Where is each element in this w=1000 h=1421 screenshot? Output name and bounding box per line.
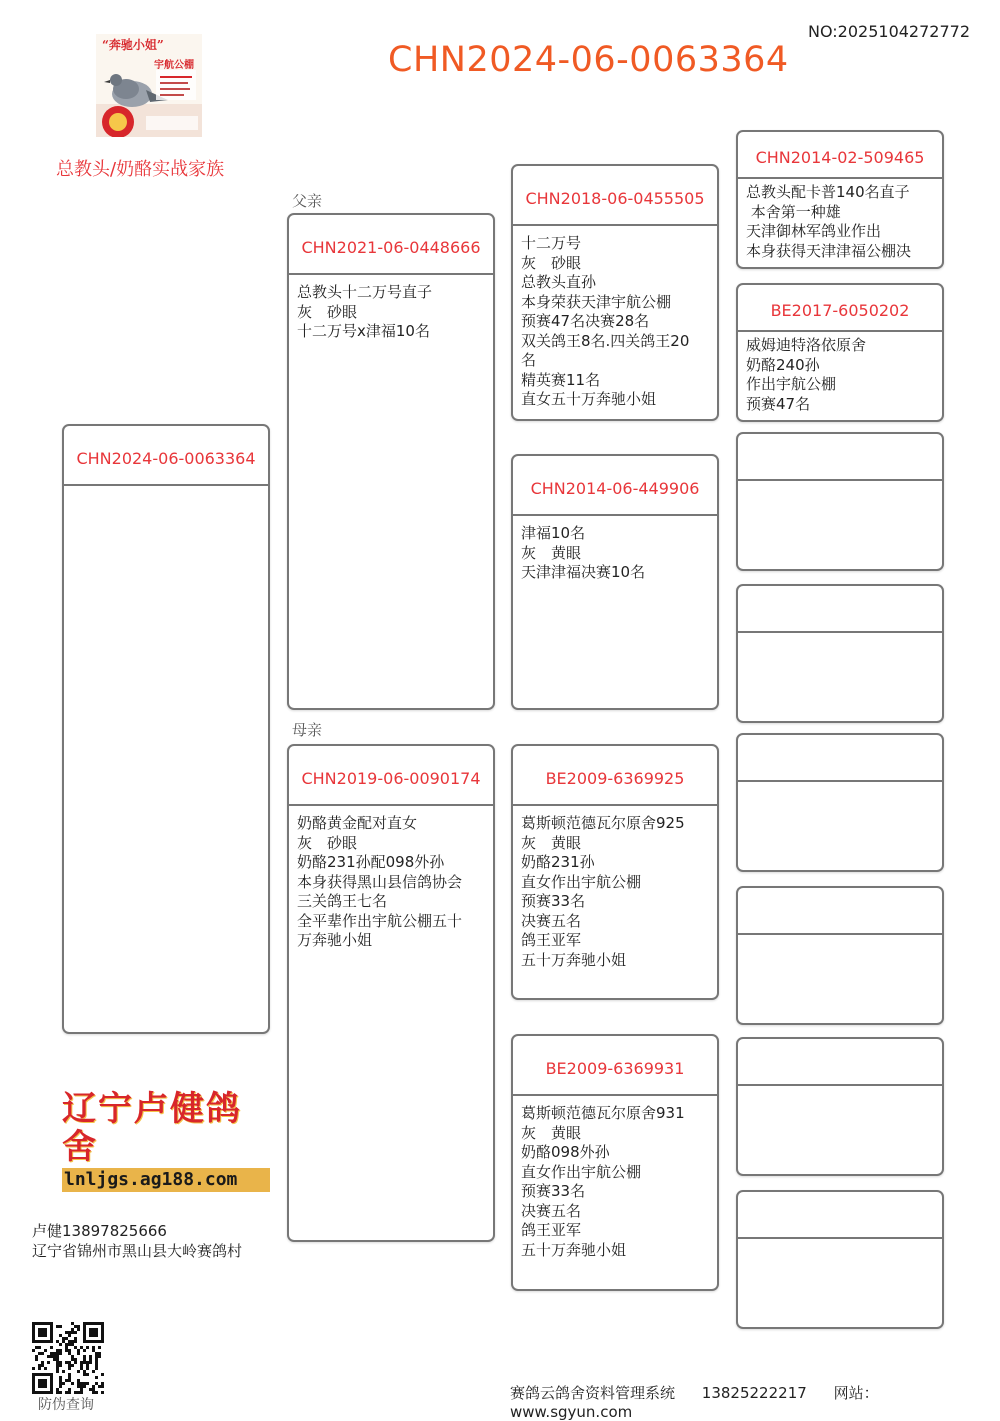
loft-logo — [62, 1089, 270, 1190]
sire-sire-notes — [513, 226, 717, 410]
dam-sire-note-line: 预赛33名 — [521, 892, 586, 910]
footer-system: 赛鸽云鸽舍资料管理系统 — [510, 1384, 676, 1402]
ggp-card-8 — [736, 1190, 944, 1329]
ggp-ring-4 — [738, 586, 942, 633]
ggp-card-1 — [736, 130, 944, 269]
dam-dam-note-line: 预赛33名 — [521, 1182, 586, 1200]
sire-sire-note-line: 双关鸽王8名.四关鸽王20 — [521, 331, 690, 350]
contact-info — [32, 1222, 242, 1261]
sire-sire-note-line: 十二万号 — [521, 234, 582, 252]
ggp-ring-8 — [738, 1192, 942, 1239]
dam-sire-note-line: 五十万奔驰小姐 — [521, 950, 627, 969]
dam-dam-note-line: 鸽王亚军 — [521, 1221, 582, 1239]
ggp-ring-3 — [738, 434, 942, 481]
dam-sire-note-line: 决赛五名 — [521, 911, 582, 930]
ggp-ring-7 — [738, 1039, 942, 1086]
cover-caption: “奔驰小姐” — [102, 38, 164, 52]
ggp-card-3 — [736, 432, 944, 571]
contact-address: 辽宁省锦州市黑山县大岭赛鸽村 — [32, 1241, 243, 1260]
qr-code-graphic — [32, 1322, 104, 1394]
document-number: NO:2025104272772 — [808, 22, 971, 41]
footer-phone: 13825222217 — [701, 1384, 807, 1402]
dam-note-line: 奶酪231孙配098外孙 — [297, 853, 445, 871]
ggp-ring-1: CHN2014-02-509465 — [738, 132, 942, 179]
dam-sire-note-line: 奶酪231孙 — [521, 853, 595, 871]
sire-sire-ring: CHN2018-06-0455505 — [513, 166, 717, 226]
cover-image — [96, 34, 202, 137]
ggp-card-5 — [736, 733, 944, 872]
sire-sire-note-line: 直女五十万奔驰小姐 — [521, 390, 657, 408]
sire-dam-card — [511, 454, 719, 710]
ggp-notes-1 — [738, 179, 942, 261]
dam-note-line: 三关鸽王七名 — [297, 892, 388, 910]
dam-sire-note-line: 灰 黄眼 — [521, 833, 582, 852]
sire-dam-ring: CHN2014-06-449906 — [513, 456, 717, 516]
dam-note-line: 全平辈作出宇航公棚五十 — [297, 911, 463, 930]
sire-sire-card — [511, 164, 719, 421]
sire-sire-note-line: 名 — [521, 351, 537, 369]
dam-note-line: 灰 砂眼 — [297, 833, 358, 852]
ggp-note-line: 总教头配卡普140名直子 — [746, 183, 910, 201]
page-title: CHN2024-06-0063364 — [388, 40, 789, 80]
loft-logo-url: lnljgs.ag188.com — [62, 1168, 270, 1192]
subject-ring: CHN2024-06-0063364 — [64, 426, 268, 486]
ggp-card-2 — [736, 283, 944, 422]
dam-dam-note-line: 葛斯顿范德瓦尔原舍931 — [521, 1104, 685, 1122]
ggp-note-line: 天津御林军鸽业作出 — [746, 222, 882, 240]
sire-sire-note-line: 总教头直孙 — [521, 273, 597, 291]
qr-label: 防伪查询 — [38, 1397, 94, 1413]
dam-ring: CHN2019-06-0090174 — [289, 746, 493, 806]
sire-dam-note-line: 天津津福决赛10名 — [521, 563, 646, 581]
sire-dam-note-line: 津福10名 — [521, 524, 586, 542]
sire-dam-note-line: 灰 黄眼 — [521, 543, 582, 562]
dam-dam-notes — [513, 1096, 717, 1260]
dam-dam-note-line: 五十万奔驰小姐 — [521, 1240, 627, 1259]
sire-note-line: 十二万号x津福10名 — [297, 322, 430, 340]
dam-notes — [289, 806, 493, 951]
dam-note-line: 万奔驰小姐 — [297, 931, 373, 949]
dam-dam-note-line: 奶酪098外孙 — [521, 1143, 610, 1161]
subject-notes — [64, 486, 268, 494]
ggp-notes-2 — [738, 332, 942, 414]
dam-sire-notes — [513, 806, 717, 970]
sire-note-line: 总教头十二万号直子 — [297, 283, 433, 301]
subject-card — [62, 424, 270, 1034]
ggp-note-line: 奶酪240孙 — [746, 355, 820, 374]
sire-note-line: 灰 砂眼 — [297, 302, 358, 321]
dam-dam-note-line: 决赛五名 — [521, 1201, 582, 1220]
dam-note-line: 本身获得黑山县信鸽协会 — [297, 872, 463, 891]
cover-brand: 宇航公棚 — [154, 60, 194, 71]
sire-sire-note-line: 灰 砂眼 — [521, 253, 582, 272]
dam-dam-note-line: 直女作出宇航公棚 — [521, 1162, 642, 1181]
ggp-card-7 — [736, 1037, 944, 1176]
dam-dam-card — [511, 1034, 719, 1291]
loft-logo-name: 辽宁卢健鸽舍 — [62, 1089, 242, 1167]
dam-sire-note-line: 直女作出宇航公棚 — [521, 872, 642, 891]
sire-sire-note-line: 精英赛11名 — [521, 370, 601, 389]
qr-code-icon[interactable] — [32, 1322, 104, 1394]
ggp-ring-2: BE2017-6050202 — [738, 285, 942, 332]
ggp-ring-5 — [738, 735, 942, 782]
sire-label: 父亲 — [292, 192, 323, 210]
family-subtitle: 总教头/奶酪实战家族 — [56, 159, 225, 180]
dam-dam-note-line: 灰 黄眼 — [521, 1123, 582, 1142]
sire-dam-notes — [513, 516, 717, 583]
ggp-card-4 — [736, 584, 944, 723]
ggp-ring-6 — [738, 888, 942, 935]
dam-sire-note-line: 葛斯顿范德瓦尔原舍925 — [521, 814, 685, 832]
sire-notes — [289, 275, 493, 342]
ggp-card-6 — [736, 886, 944, 1025]
footer-website: 网站：www.sgyun.com — [510, 1384, 879, 1421]
dam-sire-ring: BE2009-6369925 — [513, 746, 717, 806]
ggp-note-line: 威姆迪特洛依原舍 — [746, 336, 867, 354]
contact-phone: 卢健13897825666 — [32, 1222, 167, 1240]
sire-card — [287, 213, 495, 710]
ggp-note-line: 作出宇航公棚 — [746, 375, 837, 393]
ggp-note-line: 本身获得天津津福公棚决 — [746, 241, 912, 260]
dam-sire-note-line: 鸽王亚军 — [521, 931, 582, 949]
footer — [510, 1382, 1000, 1421]
dam-note-line: 奶酪黄金配对直女 — [297, 814, 418, 832]
sire-sire-note-line: 预赛47名决赛28名 — [521, 312, 650, 330]
dam-card — [287, 744, 495, 1242]
sire-ring: CHN2021-06-0448666 — [289, 215, 493, 275]
ggp-note-line: 本舍第一种雄 — [746, 202, 841, 221]
dam-dam-ring: BE2009-6369931 — [513, 1036, 717, 1096]
sire-sire-note-line: 本身荣获天津宇航公棚 — [521, 292, 672, 311]
ggp-note-line: 预赛47名 — [746, 394, 811, 413]
dam-sire-card — [511, 744, 719, 1000]
dam-label: 母亲 — [292, 721, 323, 739]
